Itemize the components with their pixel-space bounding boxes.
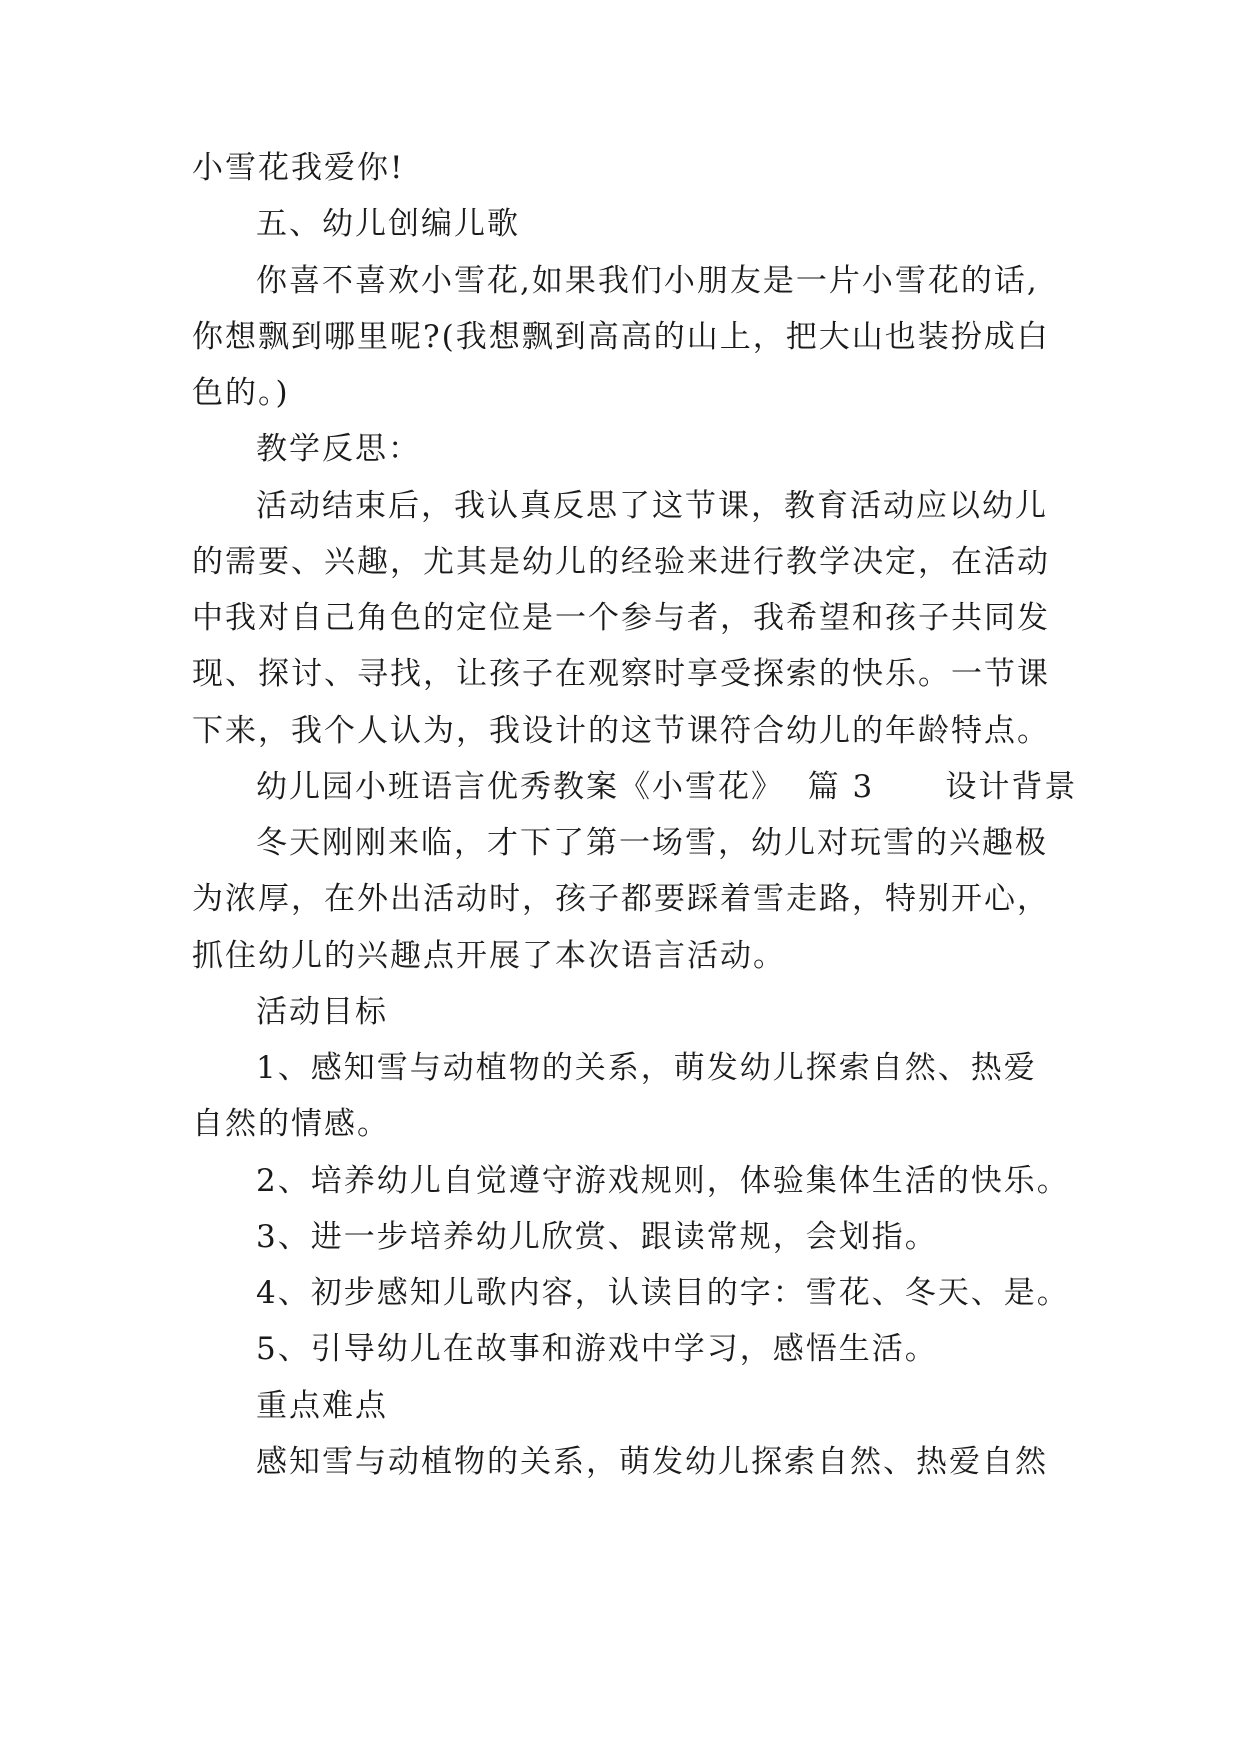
text-line: 色的。) [192,375,290,411]
text-line: 下来，我个人认为，我设计的这节课符合幼儿的年龄特点。 [192,713,1050,749]
text-line: 中我对自己角色的定位是一个参与者，我希望和孩子共同发 [192,600,1050,636]
text-line: 冬天刚刚来临，才下了第一场雪，幼儿对玩雪的兴趣极 [256,825,1048,861]
text-line: 感知雪与动植物的关系，萌发幼儿探索自然、热爱自然 [256,1444,1048,1480]
text-line: 抓住幼儿的兴趣点开展了本次语言活动。 [192,938,786,974]
text-line: 活动结束后，我认真反思了这节课，教育活动应以幼儿 [256,488,1048,524]
text-line: 为浓厚，在外出活动时，孩子都要踩着雪走路，特别开心， [192,881,1050,917]
text-line: 你想飘到哪里呢?(我想飘到高高的山上，把大山也装扮成白 [192,319,1050,355]
list-item: 3、进一步培养幼儿欣赏、跟读常规，会划指。 [256,1219,938,1255]
section-heading: 五、幼儿创编儿歌 [256,206,520,242]
text-line: 小雪花我爱你! [192,150,405,186]
list-item: 4、初步感知儿歌内容，认读目的字：雪花、冬天、是。 [256,1275,1070,1311]
list-item: 2、培养幼儿自觉遵守游戏规则，体验集体生活的快乐。 [256,1163,1070,1199]
text-line: 你喜不喜欢小雪花,如果我们小朋友是一片小雪花的话, [256,263,1039,299]
list-item: 5、引导幼儿在故事和游戏中学习，感悟生活。 [256,1331,938,1367]
text-line: 现、探讨、寻找，让孩子在观察时享受探索的快乐。一节课 [192,656,1050,692]
section-title: 幼儿园小班语言优秀教案《小雪花》 篇 3 设计背景 [256,769,1078,805]
text-line: 的需要、兴趣，尤其是幼儿的经验来进行教学决定，在活动 [192,544,1050,580]
section-heading: 活动目标 [256,994,388,1030]
section-heading: 重点难点 [256,1388,388,1424]
section-heading: 教学反思： [256,431,421,467]
list-item: 1、感知雪与动植物的关系，萌发幼儿探索自然、热爱 [256,1050,1037,1086]
text-line: 自然的情感。 [192,1106,390,1142]
